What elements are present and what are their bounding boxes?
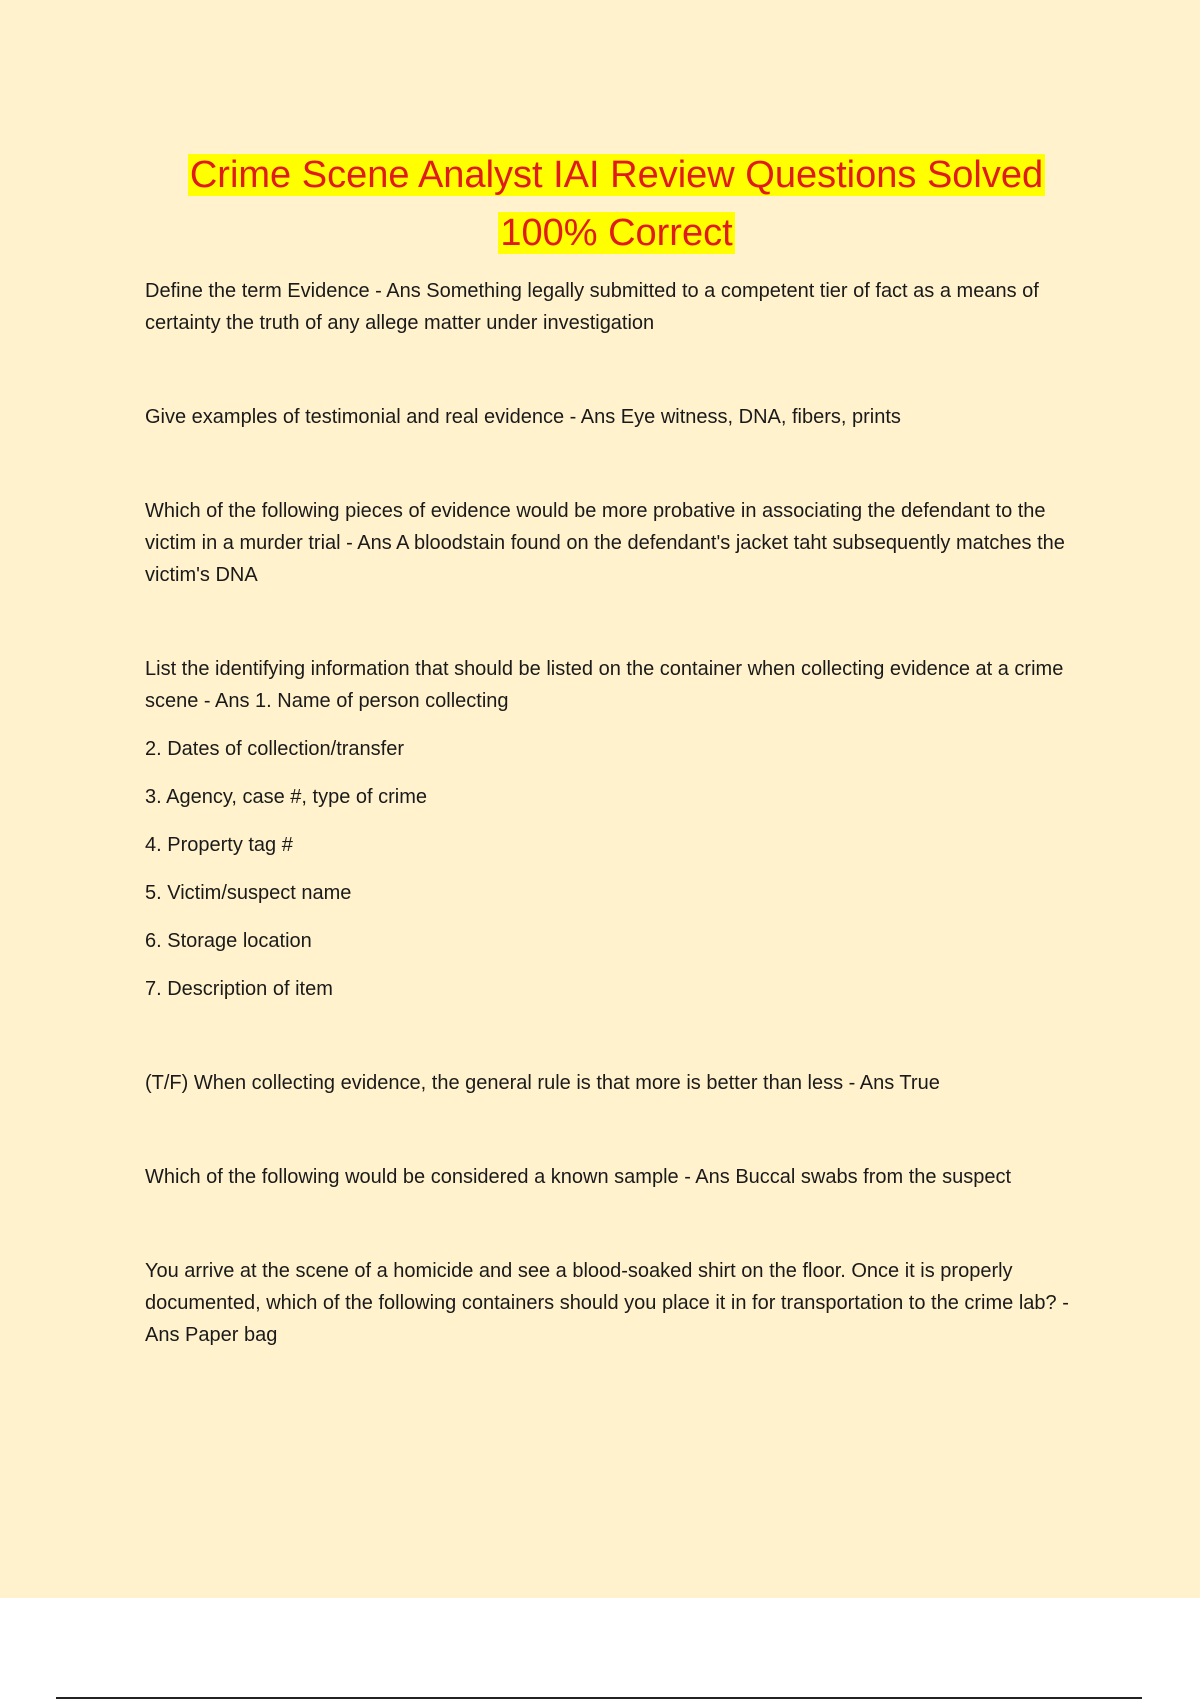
qa-item-evidence-examples: Give examples of testimonial and real evidence - Ans Eye witness, DNA, fibers, prints <box>145 406 901 428</box>
page-bottom-rule <box>56 1697 1142 1699</box>
qa-item-known-sample: Which of the following would be considered a known sample - Ans Buccal swabs from the suspect <box>145 1166 1011 1188</box>
list-item: 4. Property tag # <box>145 834 293 856</box>
qa-item-container-info <box>145 653 1095 1005</box>
list-item: 5. Victim/suspect name <box>145 882 352 904</box>
list-item: 2. Dates of collection/transfer <box>145 738 405 760</box>
qa-item-true-false: (T/F) When collecting evidence, the general rule is that more is better than less - Ans True <box>145 1072 940 1094</box>
qa-item-container-info-text: List the identifying information that should be listed on the container when collecting evidence at a crime scene - Ans 1. Name of person collecting <box>145 658 1064 712</box>
qa-content <box>145 275 1095 1351</box>
title-line-2: 100% Correct <box>500 212 733 254</box>
document-title <box>100 146 1133 262</box>
list-item: 3. Agency, case #, type of crime <box>145 786 427 808</box>
qa-item-evidence-definition: Define the term Evidence - Ans Something legally submitted to a competent tier of fact as a means of certainty the truth of any allege matter under investigation <box>145 280 1039 334</box>
list-item: 7. Description of item <box>145 978 333 1000</box>
title-line-1: Crime Scene Analyst IAI Review Questions Solved <box>189 154 1044 196</box>
list-item: 6. Storage location <box>145 930 312 952</box>
qa-item-probative-evidence: Which of the following pieces of evidence would be more probative in associating the defendant to the victim in a murder trial - Ans A bloodstain found on the defendant's jacket taht subsequently matches the victim's DNA <box>145 500 1065 586</box>
qa-item-container-choice: You arrive at the scene of a homicide and see a blood-soaked shirt on the floor. Once it is properly documented, which of the following containers should you place it in for transportation to the crime lab? - Ans Paper bag <box>145 1260 1069 1346</box>
